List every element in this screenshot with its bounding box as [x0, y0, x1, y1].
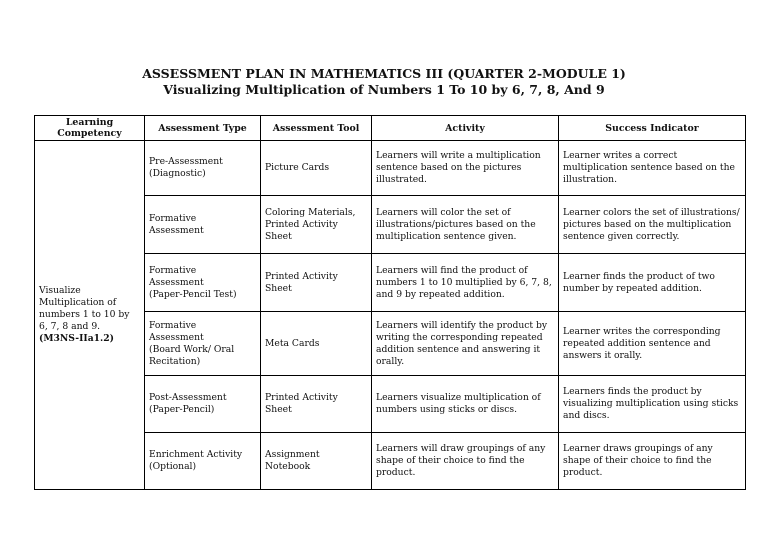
- assessment-tool-cell: Assignment Notebook: [261, 433, 372, 490]
- assessment-tool-cell: Picture Cards: [261, 141, 372, 196]
- competency-text: Visualize Multiplication of numbers 1 to 10 by 6, 7, 8 and 9.: [39, 285, 130, 332]
- assessment-type-cell: Post-Assessment (Paper-Pencil): [145, 376, 261, 433]
- assessment-tool-cell: Printed Activity Sheet: [261, 254, 372, 312]
- assessment-tool-cell: Printed Activity Sheet: [261, 376, 372, 433]
- success-indicator-cell: Learner colors the set of illustrations/ pictures based on the multiplication sentence given correctly.: [559, 196, 746, 254]
- assessment-plan-table: [34, 115, 746, 490]
- activity-cell: Learners will find the product of numbers 1 to 10 multiplied by 6, 7, 8, and 9 by repeated addition.: [372, 254, 559, 312]
- competency-code: (M3NS-IIa1.2): [39, 333, 114, 344]
- table-header-row: [35, 116, 746, 141]
- assessment-tool-cell: Coloring Materials, Printed Activity Sheet: [261, 196, 372, 254]
- success-indicator-cell: Learner writes a correct multiplication sentence based on the illustration.: [559, 141, 746, 196]
- assessment-type-cell: Enrichment Activity (Optional): [145, 433, 261, 490]
- activity-cell: Learners visualize multiplication of numbers using sticks or discs.: [372, 376, 559, 433]
- success-indicator-cell: Learner writes the corresponding repeated addition sentence and answers it orally.: [559, 312, 746, 376]
- success-indicator-cell: Learner finds the product of two number by repeated addition.: [559, 254, 746, 312]
- assessment-type-cell: Formative Assessment (Paper-Pencil Test): [145, 254, 261, 312]
- header-success-indicator: Success Indicator: [559, 116, 746, 141]
- assessment-tool-cell: Meta Cards: [261, 312, 372, 376]
- assessment-type-cell: Pre-Assessment (Diagnostic): [145, 141, 261, 196]
- header-learning-competency: Learning Competency: [35, 116, 145, 141]
- assessment-type-cell: Formative Assessment (Board Work/ Oral Recitation): [145, 312, 261, 376]
- header-assessment-type: Assessment Type: [145, 116, 261, 141]
- activity-cell: Learners will color the set of illustrations/pictures based on the multiplication sentence given.: [372, 196, 559, 254]
- activity-cell: Learners will identify the product by writing the corresponding repeated addition sentence and answering it orally.: [372, 312, 559, 376]
- success-indicator-cell: Learner draws groupings of any shape of their choice to find the product.: [559, 433, 746, 490]
- table-row: [35, 141, 746, 196]
- activity-cell: Learners will write a multiplication sentence based on the pictures illustrated.: [372, 141, 559, 196]
- success-indicator-cell: Learners finds the product by visualizing multiplication using sticks and discs.: [559, 376, 746, 433]
- header-activity: Activity: [372, 116, 559, 141]
- document-subtitle: Visualizing Multiplication of Numbers 1 To 10 by 6, 7, 8, And 9: [163, 82, 605, 97]
- activity-cell: Learners will draw groupings of any shape of their choice to find the product.: [372, 433, 559, 490]
- learning-competency-cell: [35, 141, 145, 490]
- document-title: ASSESSMENT PLAN IN MATHEMATICS III (QUARTER 2-MODULE 1): [142, 66, 626, 81]
- header-assessment-tool: Assessment Tool: [261, 116, 372, 141]
- assessment-type-cell: Formative Assessment: [145, 196, 261, 254]
